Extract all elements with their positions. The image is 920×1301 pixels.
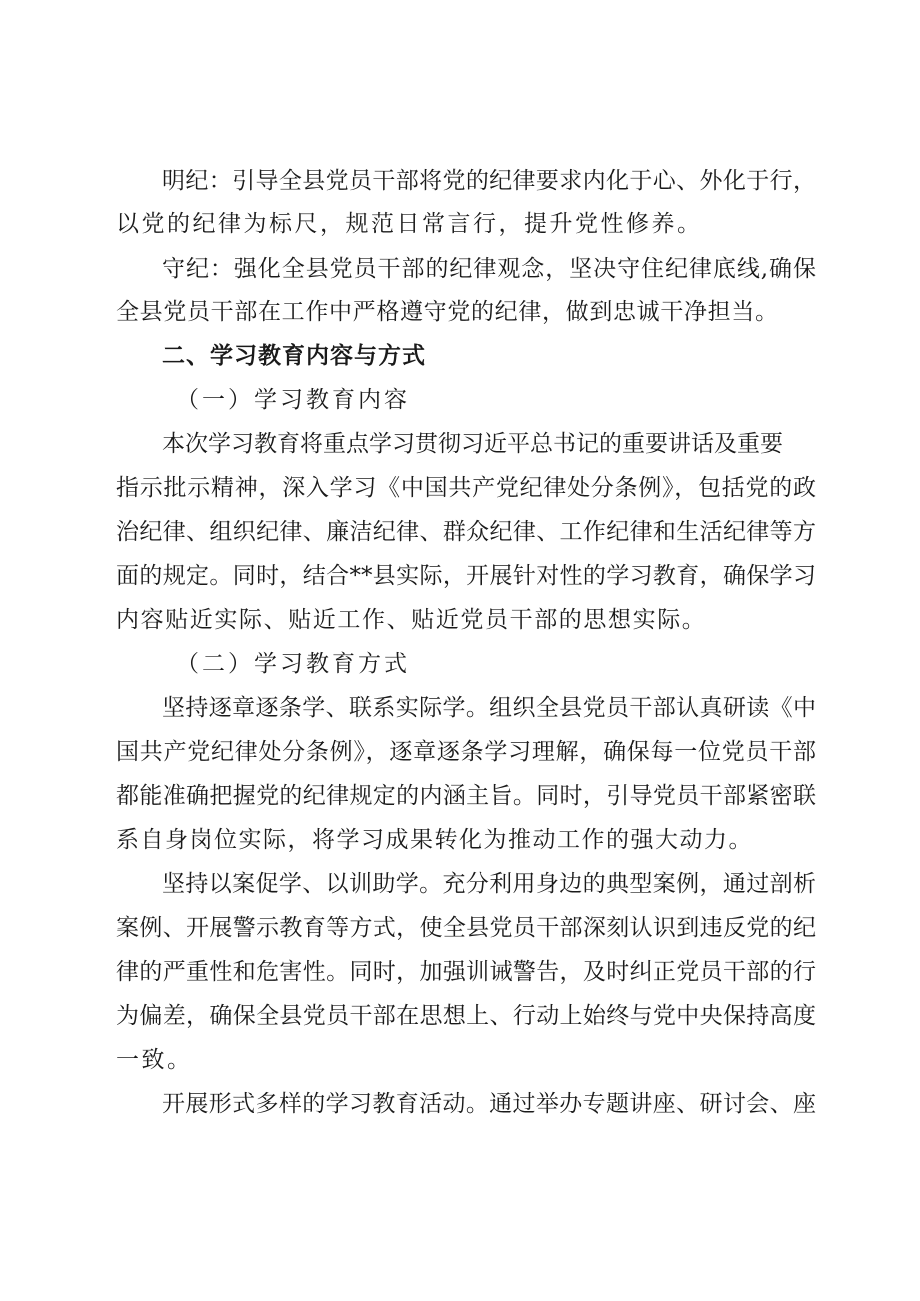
paragraph-line: 案例、开展警示教育等方式，使全县党员干部深刻认识到违反党的纪 xyxy=(116,915,816,941)
paragraph-line: 系自身岗位实际，将学习成果转化为推动工作的强大动力。 xyxy=(116,827,753,853)
paragraph-line: 为偏差，确保全县党员干部在思想上、行动上始终与党中央保持高度 xyxy=(116,1003,816,1029)
section-heading: 二、学习教育内容与方式 xyxy=(162,343,426,369)
paragraph-line: 都能准确把握党的纪律规定的内涵主旨。同时，引导党员干部紧密联 xyxy=(116,783,816,809)
paragraph-line: 一致。 xyxy=(116,1047,193,1073)
paragraph-line: 开展形式多样的学习教育活动。通过举办专题讲座、研讨会、座 xyxy=(162,1091,816,1117)
paragraph-line: 以党的纪律为标尺，规范日常言行，提升党性修养。 xyxy=(116,211,703,237)
paragraph-line: 坚持逐章逐条学、联系实际学。组织全县党员干部认真研读《中 xyxy=(162,695,816,721)
paragraph-line: 坚持以案促学、以训助学。充分利用身边的典型案例，通过剖析 xyxy=(162,871,816,897)
paragraph-line: 国共产党纪律处分条例》，逐章逐条学习理解，确保每一位党员干部 xyxy=(116,739,816,765)
paragraph-line: 指示批示精神，深入学习《中国共产党纪律处分条例》，包括党的政 xyxy=(116,475,816,501)
paragraph-line: 内容贴近实际、贴近工作、贴近党员干部的思想实际。 xyxy=(116,607,707,633)
paragraph-line: 明纪：引导全县党员干部将党的纪律要求内化于心、外化于行， xyxy=(162,168,816,194)
paragraph-line: 面的规定。同时，结合**县实际，开展针对性的学习教育，确保学习 xyxy=(116,563,816,589)
subsection-heading: （二）学习教育方式 xyxy=(176,651,410,677)
paragraph-line: 治纪律、组织纪律、廉洁纪律、群众纪律、工作纪律和生活纪律等方 xyxy=(116,519,816,545)
subsection-heading: （一）学习教育内容 xyxy=(176,387,410,413)
paragraph-line: 全县党员干部在工作中严格遵守党的纪律，做到忠诚干净担当。 xyxy=(116,299,778,325)
paragraph-line: 守纪：强化全县党员干部的纪律观念，坚决守住纪律底线,确保 xyxy=(162,256,816,282)
paragraph-line: 律的严重性和危害性。同时，加强训诫警告，及时纠正党员干部的行 xyxy=(116,959,816,985)
paragraph-line: 本次学习教育将重点学习贯彻习近平总书记的重要讲话及重要 xyxy=(162,431,783,457)
